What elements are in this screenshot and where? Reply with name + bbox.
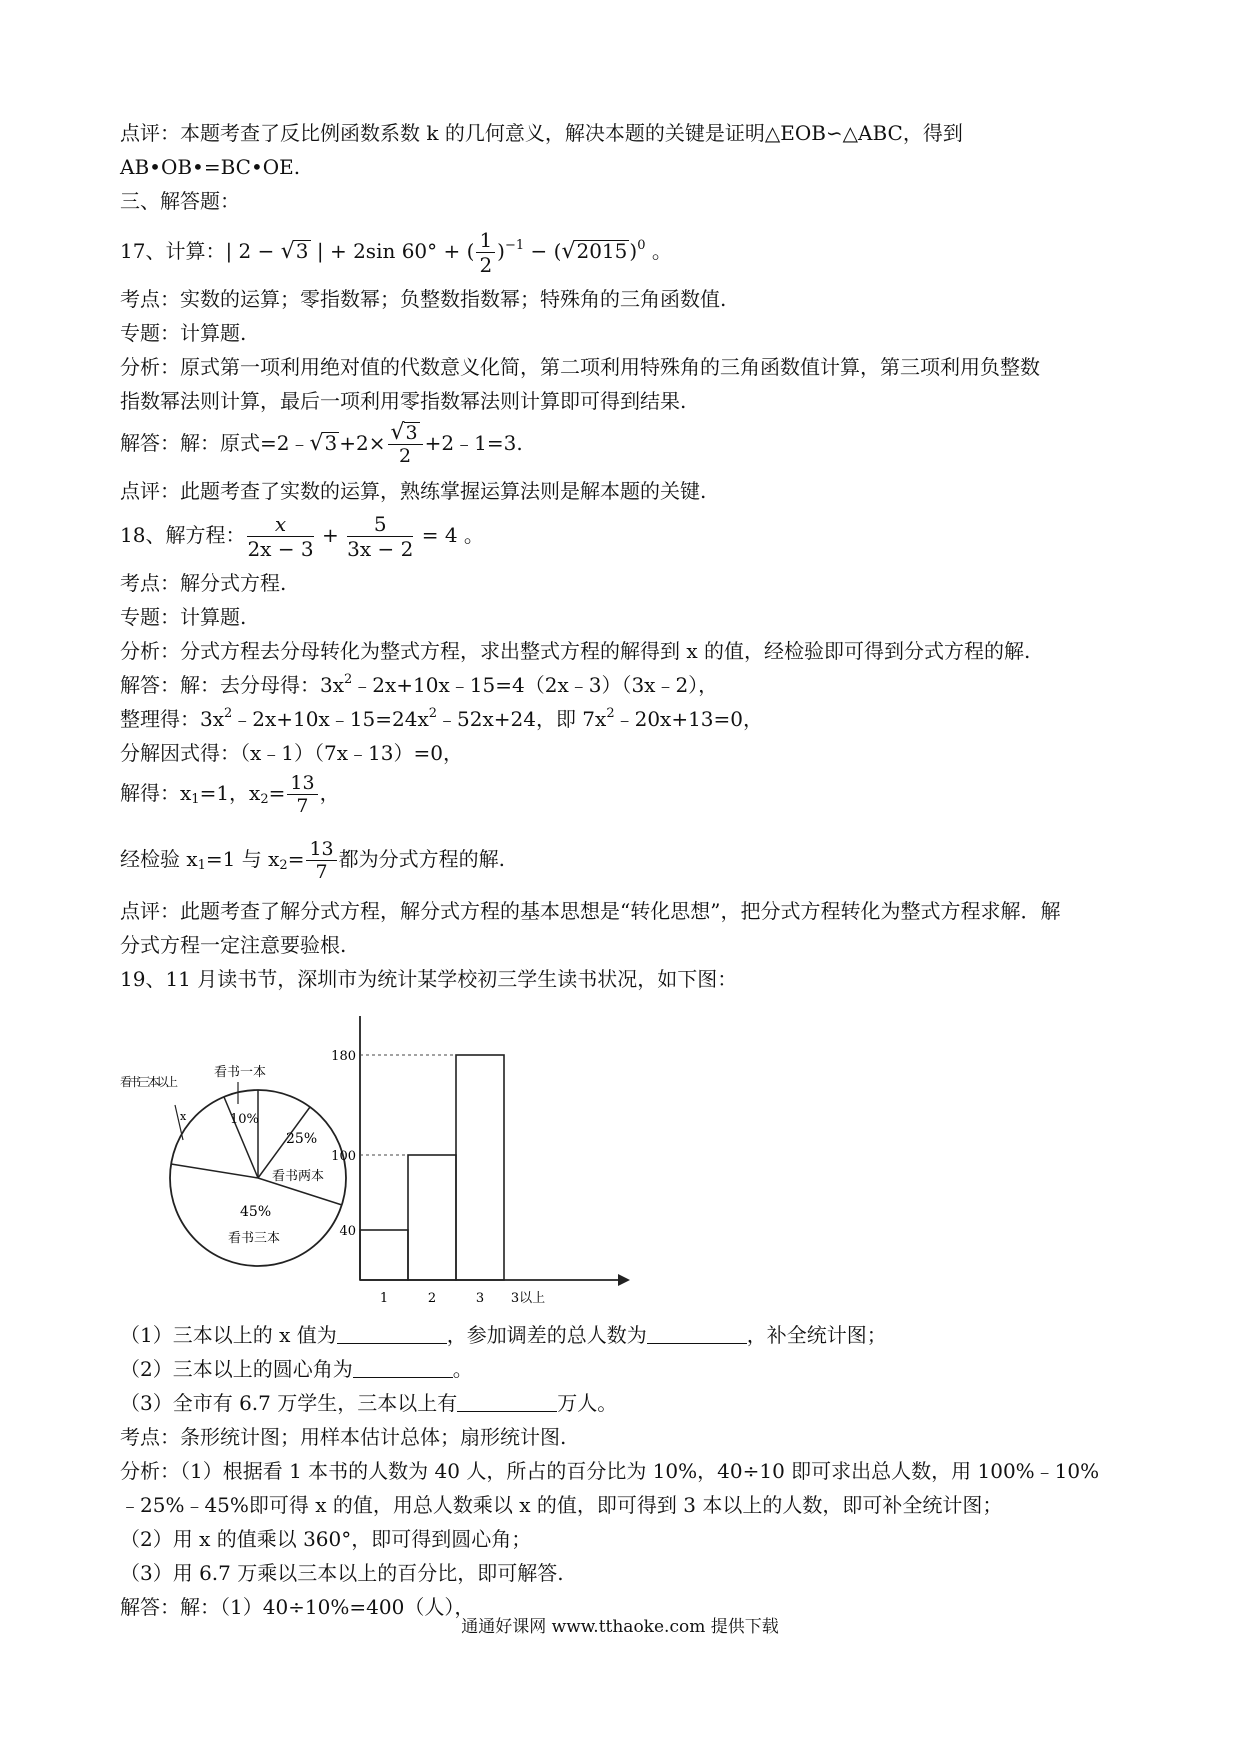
y-tick-label: 180 bbox=[331, 1049, 356, 1064]
step-text: 都为分式方程的解. bbox=[338, 847, 505, 871]
subscript: 1 bbox=[191, 792, 200, 807]
answer-blank[interactable] bbox=[457, 1391, 557, 1412]
pie-pct-two: 25% bbox=[286, 1131, 318, 1147]
q17-jieda-r3: 3 bbox=[324, 431, 338, 455]
subscript: 2 bbox=[279, 858, 288, 873]
fraction-denominator: 2 bbox=[399, 445, 412, 467]
fraction-denominator: 2 bbox=[479, 253, 493, 277]
bar-2 bbox=[408, 1155, 456, 1280]
pie-label-more: 看书三本以上 bbox=[120, 1075, 178, 1089]
q19-2-text: 。 bbox=[452, 1357, 473, 1381]
q18-step-2 bbox=[120, 706, 763, 732]
q19-sub-1 bbox=[120, 1322, 887, 1348]
pie-pct-one: 10% bbox=[230, 1112, 259, 1127]
q18-eq: = 4 。 bbox=[415, 523, 484, 547]
q19-sub-2 bbox=[120, 1356, 473, 1382]
step-text: =1 与 x bbox=[205, 847, 280, 871]
sqrt-symbol: √ bbox=[561, 239, 576, 264]
q18-fraction-2 bbox=[347, 512, 413, 561]
question-17 bbox=[120, 226, 672, 277]
q17-exp: −1 bbox=[504, 238, 525, 253]
pie-chart bbox=[120, 1060, 360, 1300]
q19-fenxi-1: 分析：（1）根据看 1 本书的人数为 40 人，所占的百分比为 10%，40÷10 即可求出总人数，用 100%﹣10% bbox=[120, 1459, 1100, 1483]
step-text: =1，x bbox=[199, 781, 261, 805]
exponent: 2 bbox=[344, 672, 353, 687]
q17-part4: − ( bbox=[524, 239, 562, 263]
step-text: ﹣20x+13=0， bbox=[614, 707, 764, 731]
q19-title: 19、11 月读书节，深圳市为统计某学校初三学生读书状况，如下图： bbox=[120, 967, 738, 991]
q18-fraction-1 bbox=[247, 512, 313, 561]
question-18 bbox=[120, 510, 484, 561]
q18-dianping-2: 分式方程一定注意要验根. bbox=[120, 933, 347, 957]
q17-prefix: 17、计算： bbox=[120, 239, 226, 263]
pie-label-two: 看书两本 bbox=[272, 1169, 325, 1184]
q18-step-5 bbox=[120, 832, 505, 886]
fraction-numerator bbox=[388, 422, 423, 445]
fraction-denominator: 7 bbox=[315, 861, 328, 883]
q17-part2: | + 2sin 60° + ( bbox=[310, 239, 475, 263]
bar-chart bbox=[331, 1010, 720, 1310]
fraction-root: 3 bbox=[405, 422, 418, 444]
q19-3-text: （3）全市有 6.7 万学生，三本以上有 bbox=[120, 1391, 458, 1415]
q18-zhuanti: 专题：计算题. bbox=[120, 605, 247, 629]
fraction-numerator: 13 bbox=[287, 772, 317, 795]
bar-1 bbox=[360, 1230, 408, 1280]
q17-half-fraction bbox=[476, 228, 495, 277]
q18-step-3: 分解因式得：（x﹣1）（7x﹣13）=0， bbox=[120, 741, 463, 765]
pie-pct-three: 45% bbox=[240, 1204, 272, 1220]
x-tick-label: 2 bbox=[427, 1291, 437, 1306]
q17-jieda-a: 解答：解：原式=2﹣ bbox=[120, 431, 310, 455]
answer-blank[interactable] bbox=[337, 1323, 447, 1344]
q17-root3: 3 bbox=[295, 239, 309, 263]
q19-2-text: （2）三本以上的圆心角为 bbox=[120, 1357, 353, 1381]
fraction-numerator: 5 bbox=[347, 512, 413, 537]
section-heading: 三、解答题： bbox=[120, 189, 240, 213]
step-text: ﹣2x+10x﹣15=4（2x﹣3）（3x﹣2）， bbox=[352, 673, 719, 697]
y-tick-label: 100 bbox=[331, 1149, 356, 1164]
q18-prefix: 18、解方程： bbox=[120, 523, 246, 547]
q18-dianping-1: 点评：此题考查了解分式方程，解分式方程的基本思想是“转化思想”，把分式方程转化为整式方程求解．解 bbox=[120, 899, 1061, 923]
pie-label-one: 看书一本 bbox=[213, 1065, 267, 1080]
fraction-denominator: 7 bbox=[296, 795, 309, 817]
q19-jieda: 解答：解：（1）40÷10%=400（人）， bbox=[120, 1595, 475, 1619]
q17-abs: | 2 − bbox=[225, 239, 281, 263]
page-footer: 通通好课网 www.tthaoke.com 提供下载 bbox=[461, 1617, 779, 1637]
q17-jieda-b: +2× bbox=[339, 431, 386, 455]
answer-blank[interactable] bbox=[353, 1357, 453, 1378]
x-axis-arrow bbox=[618, 1274, 630, 1286]
q17-fenxi-2: 指数幂法则计算，最后一项利用零指数幂法则计算即可得到结果. bbox=[120, 389, 687, 413]
q17-root2015: 2015 bbox=[576, 239, 628, 263]
sqrt-symbol: √ bbox=[280, 239, 295, 264]
sqrt-symbol: √ bbox=[390, 420, 405, 445]
step-text: 解答：解：去分母得：3x bbox=[120, 673, 345, 697]
exponent: 2 bbox=[224, 706, 233, 721]
pie-divider bbox=[171, 1164, 258, 1178]
q18-step-1 bbox=[120, 672, 718, 698]
comment-line-cont: AB•OB•=BC•OE. bbox=[120, 155, 301, 179]
q19-3-text: 万人。 bbox=[557, 1391, 618, 1415]
q17-kaodian: 考点：实数的运算；零指数幂；负整数指数幂；特殊角的三角函数值. bbox=[120, 287, 727, 311]
sqrt-symbol: √ bbox=[309, 431, 324, 456]
q19-1-text: ，补全统计图； bbox=[746, 1323, 887, 1347]
q19-fenxi-4: （3）用 6.7 万乘以三本以上的百分比，即可解答. bbox=[120, 1561, 564, 1585]
fraction-denominator: 3x − 2 bbox=[347, 537, 414, 561]
q18-kaodian: 考点：解分式方程. bbox=[120, 571, 287, 595]
x-tick-label: 3以上 bbox=[510, 1291, 546, 1306]
step-text: ﹣52x+24，即 7x bbox=[437, 707, 607, 731]
exponent: 2 bbox=[428, 706, 438, 721]
step-text: = bbox=[287, 847, 305, 871]
step-text: 解得：x bbox=[120, 781, 192, 805]
subscript: 1 bbox=[197, 858, 206, 873]
bar-3 bbox=[456, 1055, 504, 1280]
q17-end: 。 bbox=[645, 239, 672, 263]
x-tick-label: 1 bbox=[379, 1291, 389, 1306]
step-text: ﹣2x+10x﹣15=24x bbox=[232, 707, 429, 731]
comment-line: 点评：本题考查了反比例函数系数 k 的几何意义，解决本题的关键是证明△EOB∽△ABC，得到 bbox=[120, 121, 963, 145]
q19-1-text: （1）三本以上的 x 值为 bbox=[120, 1323, 337, 1347]
pie-x-label: x bbox=[180, 1110, 187, 1123]
q17-part3: ) bbox=[497, 239, 505, 263]
q17-fenxi-1: 分析：原式第一项利用绝对值的代数意义化简，第二项利用特殊角的三角函数值计算，第三项利用负整数 bbox=[120, 355, 1040, 379]
fraction-numerator: 13 bbox=[306, 838, 336, 861]
q18-step-4 bbox=[120, 766, 340, 820]
q19-kaodian: 考点：条形统计图；用样本估计总体；扇形统计图. bbox=[120, 1425, 567, 1449]
fraction-numerator: 1 bbox=[476, 228, 495, 253]
q18-plus: + bbox=[315, 523, 346, 547]
q18-fenxi: 分析：分式方程去分母转化为整式方程，求出整式方程的解得到 x 的值，经检验即可得到分式方程的解. bbox=[120, 639, 1031, 663]
step-text: 整理得：3x bbox=[120, 707, 225, 731]
q19-1-text: ，参加调差的总人数为 bbox=[446, 1323, 647, 1347]
pie-label-three: 看书三本 bbox=[228, 1231, 281, 1246]
step-text: = bbox=[268, 781, 286, 805]
q17-dianping: 点评：此题考查了实数的运算，熟练掌握运算法则是解本题的关键. bbox=[120, 479, 707, 503]
q17-part5: ) bbox=[629, 239, 638, 263]
subscript: 2 bbox=[260, 792, 269, 807]
q17-jieda-fraction bbox=[388, 422, 423, 467]
q19-sub-3 bbox=[120, 1390, 617, 1416]
step-text: 经检验 x bbox=[120, 847, 198, 871]
q17-jieda-c: +2﹣1=3. bbox=[424, 431, 523, 455]
y-tick-label: 40 bbox=[339, 1224, 356, 1239]
exponent: 2 bbox=[606, 706, 615, 721]
pie-divider bbox=[224, 1097, 258, 1178]
q17-jieda bbox=[120, 418, 523, 469]
fraction-numerator: x bbox=[247, 512, 313, 537]
q17-exp0: 0 bbox=[637, 238, 646, 253]
x-tick-label: 3 bbox=[475, 1291, 485, 1306]
q19-fenxi-2: ﹣25%﹣45%即可得 x 的值，用总人数乘以 x 的值，即可得到 3 本以上的人数，即可补全统计图； bbox=[120, 1493, 1003, 1517]
step-text: ， bbox=[319, 781, 340, 805]
fraction-denominator: 2x − 3 bbox=[247, 537, 314, 561]
q19-fenxi-3: （2）用 x 的值乘以 360°，即可得到圆心角； bbox=[120, 1527, 532, 1551]
fraction bbox=[287, 772, 317, 817]
answer-blank[interactable] bbox=[647, 1323, 747, 1344]
fraction bbox=[306, 838, 336, 883]
q17-zhuanti: 专题：计算题. bbox=[120, 321, 247, 345]
